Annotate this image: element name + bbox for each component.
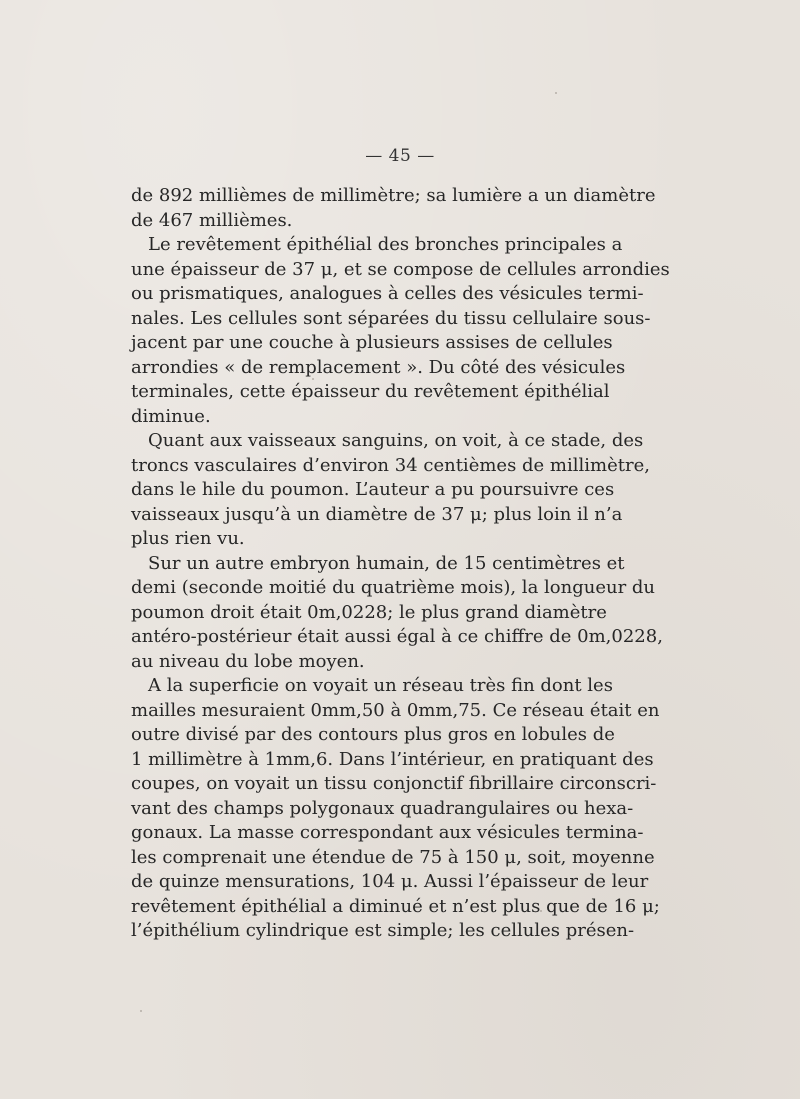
text-line: Quant aux vaisseaux sanguins, on voit, à ce stade, des — [148, 430, 644, 451]
text-line: antéro-postérieur était aussi égal à ce chiffre de 0m,0228, — [131, 626, 663, 647]
text-line: troncs vasculaires d’environ 34 centièmes de millimètre, — [131, 454, 650, 476]
text-line: une épaisseur de 37 μ, et se compose de cellules arrondies — [131, 258, 670, 280]
body-text — [131, 184, 670, 944]
text-line: terminales, cette épaisseur du revêtement épithélial — [131, 381, 610, 402]
text-line: Le revêtement épithélial des bronches principales a — [148, 234, 623, 255]
text-line: de quinze mensurations, 104 μ. Aussi l’épaisseur de leur — [131, 871, 649, 892]
text-line: Sur un autre embryon humain, de 15 centimètres et — [148, 552, 625, 574]
paper-speck — [140, 1010, 142, 1012]
text-line: diminue. — [131, 405, 211, 427]
text-line: A la superficie on voyait un réseau très fin dont les — [148, 675, 613, 696]
text-line: plus rien vu. — [131, 528, 245, 549]
paper-speck — [555, 92, 557, 94]
text-line: revêtement épithélial a diminué et n’est plus que de 16 μ; — [131, 895, 660, 917]
text-line: nales. Les cellules sont séparées du tissu cellulaire sous- — [131, 307, 651, 329]
text-line: mailles mesuraient 0mm,50 à 0mm,75. Ce réseau était en — [131, 699, 660, 721]
text-line: dans le hile du poumon. L’auteur a pu poursuivre ces — [131, 479, 615, 500]
text-line: jacent par une couche à plusieurs assises de cellules — [131, 332, 613, 353]
text-line: vant des champs polygonaux quadrangulaires ou hexa- — [131, 797, 634, 819]
page-number: — 45 — — [365, 146, 435, 166]
text-line: outre divisé par des contours plus gros en lobules de — [131, 724, 615, 745]
text-line: gonaux. La masse correspondant aux vésicules termina- — [131, 822, 644, 843]
text-line: de 467 millièmes. — [131, 209, 293, 231]
text-line: arrondies « de remplacement ». Du côté des vésicules — [131, 356, 626, 378]
text-line: poumon droit était 0m,0228; le plus grand diamètre — [131, 601, 607, 623]
text-line: 1 millimètre à 1mm,6. Dans l’intérieur, en pratiquant des — [131, 748, 654, 770]
text-line: de 892 millièmes de millimètre; sa lumière a un diamètre — [131, 185, 656, 206]
text-line: au niveau du lobe moyen. — [131, 650, 365, 672]
paper-speck — [312, 378, 314, 380]
text-line: les comprenait une étendue de 75 à 150 μ, soit, moyenne — [131, 846, 655, 868]
text-line: ou prismatiques, analogues à celles des vésicules termi- — [131, 283, 644, 304]
paper-speck — [540, 910, 542, 912]
text-line: vaisseaux jusqu’à un diamètre de 37 μ; plus loin il n’a — [131, 503, 623, 525]
text-line: l’épithélium cylindrique est simple; les cellules présen- — [131, 920, 635, 941]
text-line: coupes, on voyait un tissu conjonctif fibrillaire circonscri- — [131, 773, 657, 794]
text-line: demi (seconde moitié du quatrième mois), la longueur du — [131, 577, 656, 598]
